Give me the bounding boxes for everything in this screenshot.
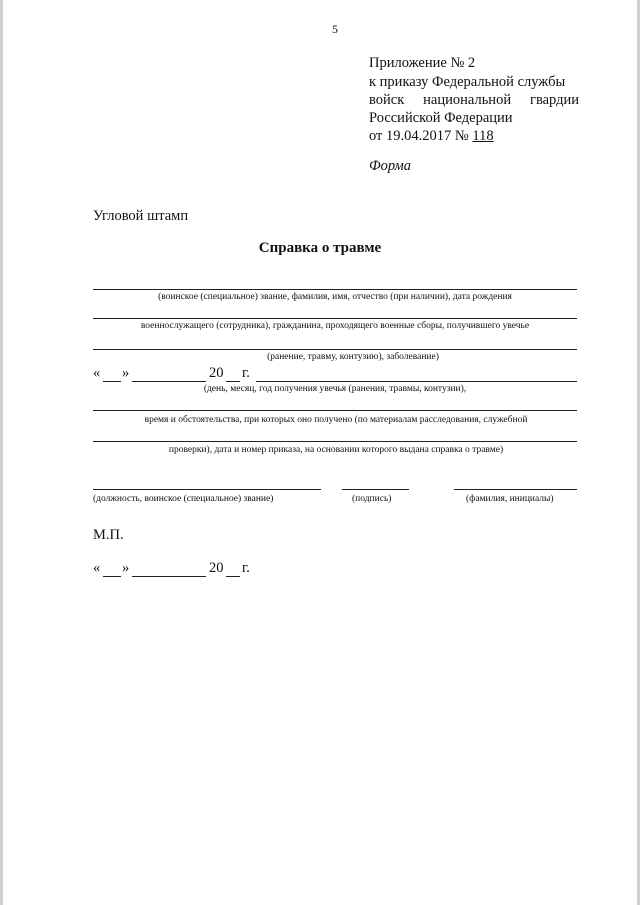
signature-line: [342, 489, 409, 490]
caption-rank-name: (воинское (специальное) звание, фамилия, имя, отчество (при наличии), дата рождения: [158, 292, 512, 302]
day-blank: [103, 576, 121, 577]
corner-stamp-label: Угловой штамп: [93, 208, 189, 224]
month-blank: [132, 381, 206, 382]
year-century: 20: [209, 365, 224, 381]
troops-word-1: войск: [369, 92, 405, 108]
year-suffix: г.: [242, 560, 250, 576]
caption-signature: (подпись): [352, 494, 392, 504]
year-century: 20: [209, 560, 224, 576]
order-line: к приказу Федеральной службы: [369, 74, 566, 90]
federation-line: Российской Федерации: [369, 110, 513, 126]
year-blank: [226, 381, 240, 382]
day-blank: [103, 381, 121, 382]
field-line-date-rest: [256, 381, 577, 382]
open-quote: «: [93, 560, 101, 576]
close-quote: »: [122, 560, 130, 576]
troops-word-3: гвардии: [530, 92, 579, 108]
caption-inspection: проверки), дата и номер приказа, на основании которого выдана справка о травме): [168, 445, 504, 455]
order-date: от 19.04.2017 №: [369, 128, 473, 144]
page-number: 5: [332, 22, 338, 36]
close-quote: »: [122, 365, 130, 381]
troops-word-2: национальной: [423, 92, 512, 108]
field-line-circumstances: [93, 410, 577, 411]
caption-circumstances: время и обстоятельства, при которых оно получено (по материалам расследования, служебной: [144, 415, 528, 425]
caption-date-received: (день, месяц, год получения увечья (ранения, травмы, контузии),: [203, 384, 467, 394]
position-line: [93, 489, 321, 490]
field-line-rank-name: [93, 289, 577, 290]
form-label: Форма: [369, 158, 411, 174]
caption-serviceman: военнослужащего (сотрудника), гражданина, проходящего военные сборы, получившего увечье: [140, 321, 530, 331]
caption-injury: (ранение, травму, контузию), заболевание): [267, 352, 439, 362]
surname-line: [454, 489, 577, 490]
field-line-injury: [93, 349, 577, 350]
month-blank: [132, 576, 206, 577]
year-blank: [226, 576, 240, 577]
caption-position: (должность, воинское (специальное) звание): [93, 494, 274, 504]
appendix-line: Приложение № 2: [369, 55, 476, 71]
order-number: 118: [472, 128, 494, 144]
open-quote: «: [93, 365, 101, 381]
field-line-serviceman: [93, 318, 577, 319]
document-title: Справка о травме: [258, 240, 382, 256]
seal-label: М.П.: [93, 527, 124, 543]
caption-surname: (фамилия, инициалы): [466, 494, 554, 504]
year-suffix: г.: [242, 365, 250, 381]
field-line-inspection: [93, 441, 577, 442]
troops-line: [369, 92, 579, 109]
order-date-line: [369, 128, 494, 145]
